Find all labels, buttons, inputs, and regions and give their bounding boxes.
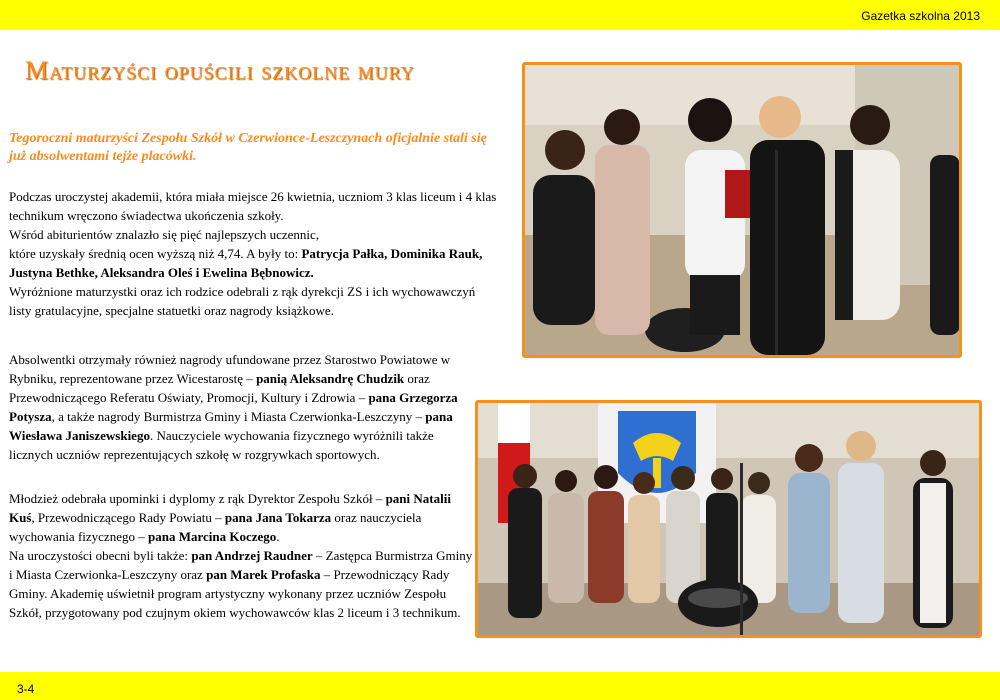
article-lead: Tegoroczni maturzyści Zespołu Szkół w Czerwionce-Leszczynach oficjalnie stali się już absolwentami tejże placówki. xyxy=(9,131,487,164)
paragraph-2 xyxy=(9,350,479,464)
p3-bold-1: pani Natalii Kuś xyxy=(9,491,451,525)
bottom-bar xyxy=(0,672,1000,700)
p3-text-2: , Przewodniczącego Rady Powiatu – xyxy=(31,510,222,525)
p1-text-1: Podczas uroczystej akademii, która miała miejsce 26 kwietnia, uczniom 3 klas liceum i 4 klas technikum wręczono świadectwa ukończenia szkoły. xyxy=(9,189,497,223)
p3-bold-4: pan Andrzej Raudner xyxy=(191,548,313,563)
p2-text-3: , a także nagrody Burmistrza Gminy i Miasta Czerwionka-Leszczyny – xyxy=(51,409,422,424)
p2-text-2: oraz Przewodniczącego Referatu Oświaty, Promocji, Kultury i Zdrowia – xyxy=(9,371,430,405)
p2-bold-3: pana Wiesława Janiszewskiego xyxy=(9,409,453,443)
p3-text-1: Młodzież odebrała upominki i dyplomy z rąk Dyrektor Zespołu Szkół – xyxy=(9,491,383,506)
ceremony-photo-1 xyxy=(522,62,962,358)
p3-text-4: . xyxy=(276,529,280,544)
p3-bold-3: pana Marcina Koczego xyxy=(147,529,277,544)
p3-bold-2: pana Jana Tokarza xyxy=(224,510,332,525)
p2-bold-1: panią Aleksandrę Chudzik xyxy=(256,371,405,386)
magazine-name: Gazetka szkolna 2013 xyxy=(861,9,980,23)
paragraph-3 xyxy=(9,489,479,622)
article-title: Maturzyści opuścili szkolne mury xyxy=(25,56,415,85)
ceremony-photo-1-image xyxy=(525,65,959,355)
p1-text-2: Wśród abiturientów znalazło się pięć najlepszych uczennic, xyxy=(9,227,320,242)
page-number: 3-4 xyxy=(17,682,35,696)
p3-text-5: Na uroczystości obecni byli także: xyxy=(9,548,189,563)
p3-text-6: – Zastępca Burmistrza Gminy i Miasta Czerwionka-Leszczyny oraz xyxy=(9,548,473,582)
p1-text-4: Wyróżnione maturzystki oraz ich rodzice odebrali z rąk dyrekcji ZS i ich wychowawczyń listy gratulacyjne, specjalne statuetki oraz nagrody książkowe. xyxy=(9,284,476,318)
top-bar xyxy=(0,0,1000,30)
p3-bold-5: pan Marek Profaska xyxy=(206,567,321,582)
p2-text-4: . Nauczyciele wychowania fizycznego wyróżnili także licznych uczniów reprezentujących szkołę w rozgrywkach sportowych. xyxy=(9,428,434,462)
p3-text-3: oraz nauczyciela wychowania fizycznego – xyxy=(9,510,422,544)
ceremony-photo-2-image xyxy=(478,403,979,635)
p3-text-7: – Przewodniczący Rady Gminy. Akademię uświetnił program artystyczny wykonany przez uczniów Zespołu Szkół, przygotowany pod czujnym okiem wychowawców klas 2 liceum i 3 technikum. xyxy=(9,567,461,620)
p1-text-3: które uzyskały średnią ocen wyższą niż 4,74. A były to: xyxy=(9,246,299,261)
p2-bold-2: pana Grzegorza Potysza xyxy=(9,390,458,424)
ceremony-photo-2 xyxy=(475,400,982,638)
p2-text-1: Absolwentki otrzymały również nagrody ufundowane przez Starostwo Powiatowe w Rybniku, reprezentowane przez Wicestarostę – xyxy=(9,352,451,386)
paragraph-1 xyxy=(9,187,499,320)
p1-names: Patrycja Pałka, Dominika Rauk, Justyna Bethke, Aleksandra Oleś i Ewelina Bębnowicz. xyxy=(9,246,483,280)
